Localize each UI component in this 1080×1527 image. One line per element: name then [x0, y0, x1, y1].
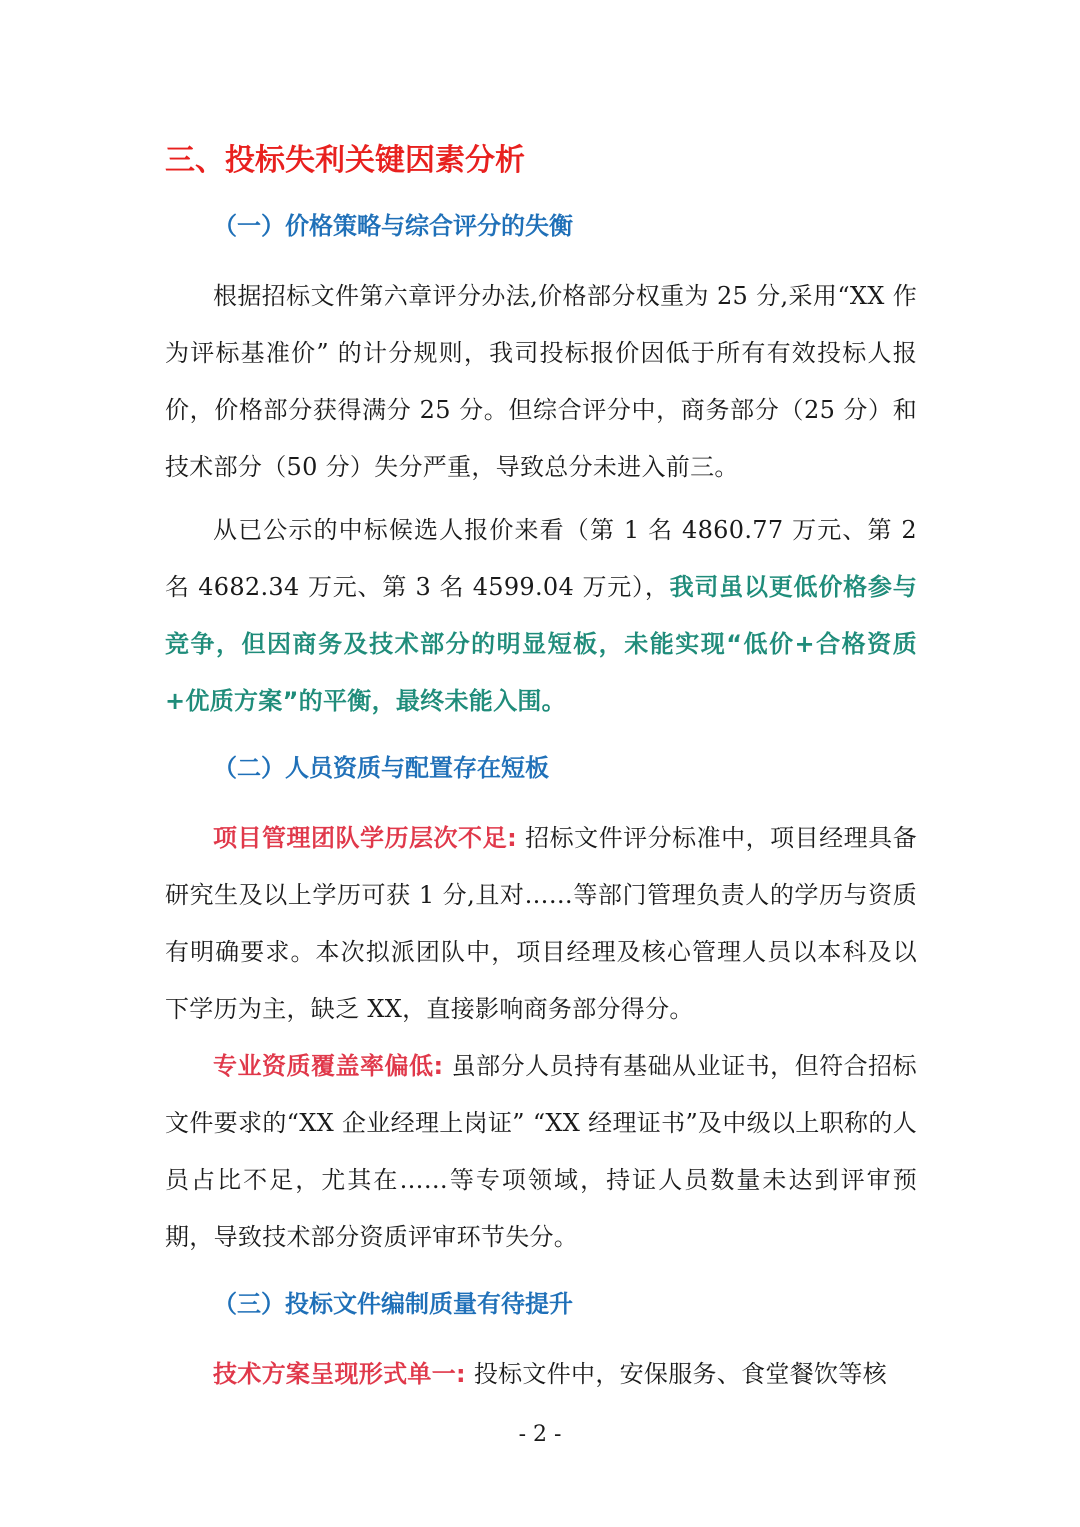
subsection-heading-3: （三）投标文件编制质量有待提升: [213, 1290, 573, 1318]
page-content: [165, 138, 917, 1403]
lead-phrase: 项目管理团队学历层次不足:: [213, 824, 517, 852]
page-number: - 2 -: [518, 1422, 562, 1447]
paragraph-qualification: [165, 1038, 917, 1266]
paragraph-spacer: [165, 1266, 917, 1284]
subsection-heading-2: （二）人员资质与配置存在短板: [213, 754, 549, 782]
section-heading: 三、投标失利关键因素分析: [165, 143, 525, 178]
paragraph-text: 招标文件评分标准中，项目经理具备研究生及以上学历可获 1 分,且对……等部门管理负责人的学历与资质有明确要求。本次拟派团队中，项目经理及核心管理人员以本科及以下学历为主，缺乏 XX，直接影响商务部分得分。: [165, 824, 917, 1023]
paragraph-text: 投标文件中，安保服务、食堂餐饮等核: [465, 1360, 887, 1388]
paragraph-technical-plan: [165, 1346, 917, 1403]
lead-phrase: 技术方案呈现形式单一:: [213, 1360, 466, 1388]
paragraph-spacer: [165, 730, 917, 748]
paragraph-candidate-prices: [165, 502, 917, 730]
highlight-text: 我司虽以更低价格参与竞争，但因商务及技术部分的明显短板，未能实现“低价+合格资质+优质方案”的平衡，最终未能入围。: [165, 573, 918, 715]
paragraph-price-weight: 根据招标文件第六章评分办法,价格部分权重为 25 分,采用“XX 作为评标基准价” 的计分规则，我司投标报价因低于所有有效投标人报价，价格部分获得满分 25 分。但综合评分中，商务部分（25 分）和技术部分（50 分）失分严重，导致总分未进入前三。: [165, 282, 917, 481]
paragraph-text: 从已公示的中标候选人报价来看（第 1 名 4860.77 万元、第 2 名 4682.34 万元、第 3 名 4599.04 万元），: [165, 516, 917, 601]
paragraph-education: [165, 810, 917, 1038]
lead-phrase: 专业资质覆盖率偏低:: [213, 1052, 444, 1080]
paragraph-text: 虽部分人员持有基础从业证书，但符合招标文件要求的“XX 企业经理上岗证” “XX 经理证书”及中级以上职称的人员占比不足，尤其在……等专项领域，持证人员数量未达到评审预期，导致技术部分资质评审环节失分。: [165, 1052, 917, 1251]
subsection-heading-1: （一）价格策略与综合评分的失衡: [213, 212, 573, 240]
